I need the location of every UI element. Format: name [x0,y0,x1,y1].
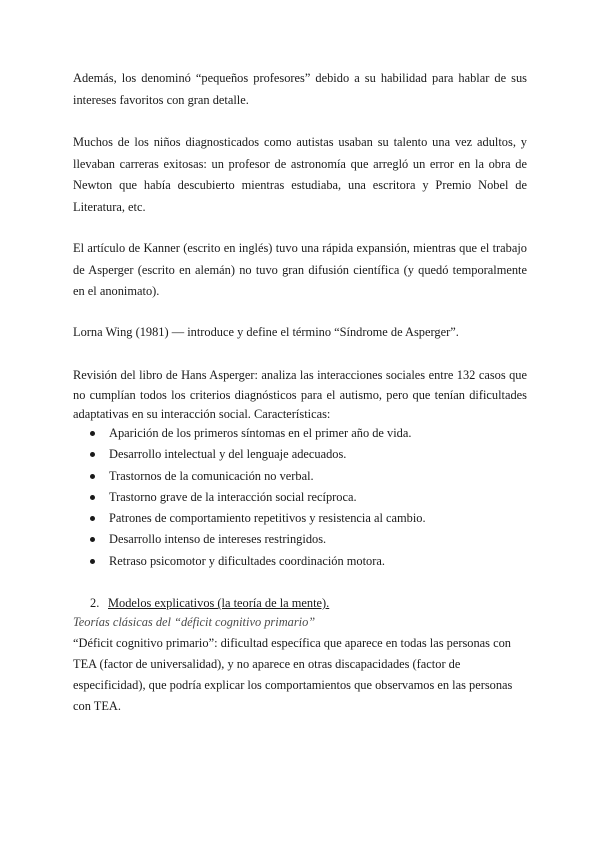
paragraph-lorna-wing: Lorna Wing (1981) — introduce y define el término “Síndrome de Asperger”. [73,325,459,339]
list-item: Trastornos de la comunicación no verbal. [73,466,527,487]
characteristics-list [73,423,527,572]
section-subtitle: Teorías clásicas del “déficit cognitivo primario” [73,615,316,629]
paragraph-ninos-autistas: Muchos de los niños diagnosticados como autistas usaban su talento una vez adultos, y llevaban carreras exitosas: un profesor de astronomía que arregló un error en la obra de Newton que había descubierto mientras estudiaba, una escritora y Premio Nobel de Literatura, etc. [73,135,527,214]
list-item: Aparición de los primeros síntomas en el primer año de vida. [73,423,527,444]
bullet-icon [90,516,95,521]
list-item: Trastorno grave de la interacción social recíproca. [73,487,527,508]
bullet-icon [90,474,95,479]
paragraph-pequenos-profesores: Además, los denominó “pequeños profesores” debido a su habilidad para hablar de sus intereses favoritos con gran detalle. [73,71,527,107]
paragraph-revision-libro: Revisión del libro de Hans Asperger: analiza las interacciones sociales entre 132 casos que no cumplían todos los criterios diagnósticos para el autismo, pero que tenían dificultades adaptativas en su interacción social. Características: [73,368,527,421]
paragraph-deficit-cognitivo: “Déficit cognitivo primario”: dificultad específica que aparece en todas las personas con TEA (factor de universalidad), y no aparece en otras discapacidades (factor de especificidad), que podría explicar los comportamientos que observamos en las personas con TEA. [73,636,513,713]
bullet-icon [90,431,95,436]
section-heading [90,593,329,613]
list-item: Desarrollo intenso de intereses restringidos. [73,529,527,550]
section-title: Modelos explicativos (la teoría de la mente). [108,596,330,610]
list-item: Patrones de comportamiento repetitivos y resistencia al cambio. [73,508,527,529]
paragraph-kanner-asperger: El artículo de Kanner (escrito en inglés) tuvo una rápida expansión, mientras que el trabajo de Asperger (escrito en alemán) no tuvo gran difusión científica (y quedó temporalmente en el anonimato). [73,241,527,298]
bullet-icon [90,559,95,564]
bullet-icon [90,452,95,457]
bullet-icon [90,495,95,500]
bullet-icon [90,537,95,542]
list-item: Desarrollo intelectual y del lenguaje adecuados. [73,444,527,465]
section-number: 2. [90,596,100,610]
list-item: Retraso psicomotor y dificultades coordinación motora. [73,551,527,572]
